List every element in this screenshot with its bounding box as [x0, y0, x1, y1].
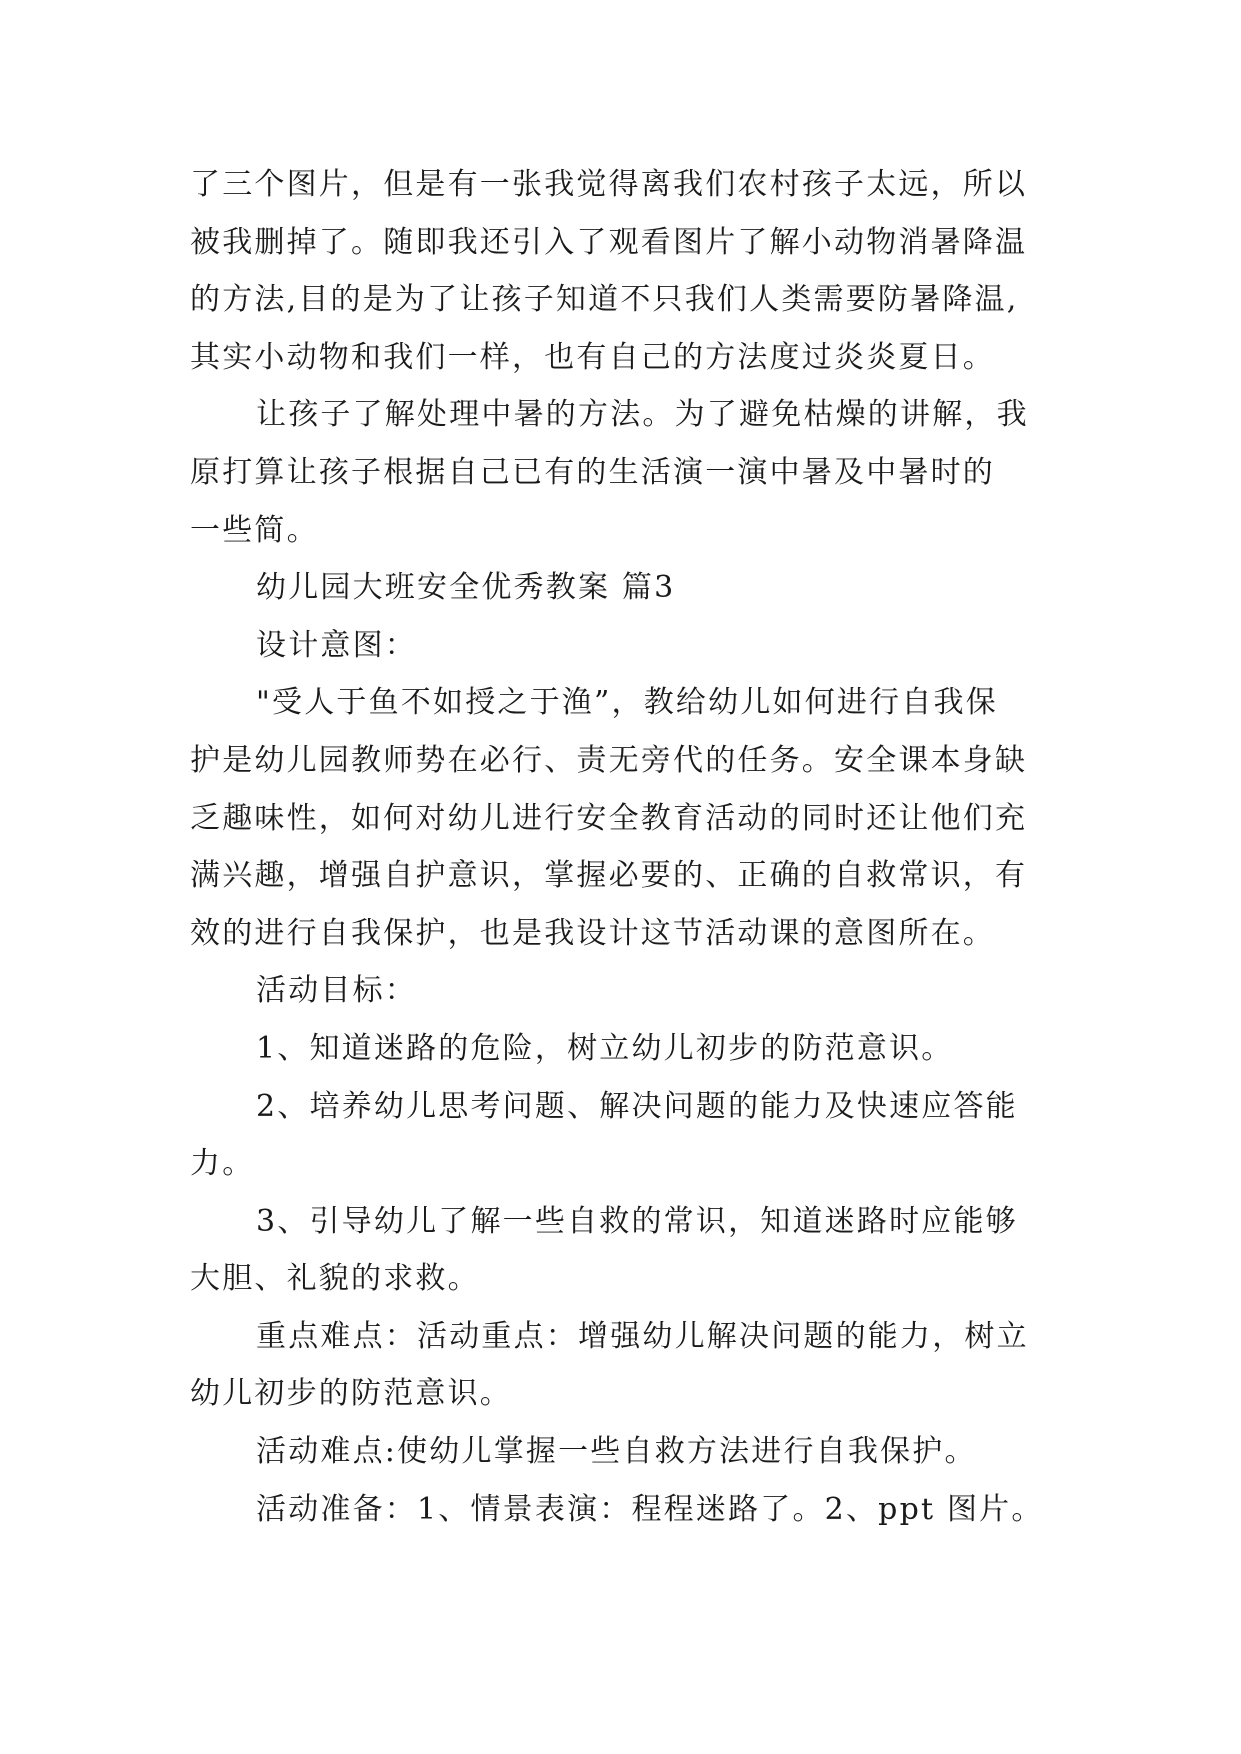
subheading-design-intent: 设计意图：: [256, 627, 417, 663]
document-body: [190, 156, 1090, 1538]
goal-item: 1、知道迷路的危险，树立幼儿初步的防范意识。: [256, 1030, 954, 1066]
text-line: 效的进行自我保护，也是我设计这节活动课的意图所在。: [190, 915, 995, 951]
section-heading: 幼儿园大班安全优秀教案 篇3: [256, 570, 676, 606]
text-line: 让孩子了解处理中暑的方法。为了避免枯燥的讲解，我: [256, 397, 1029, 433]
goal-item: 3、引导幼儿了解一些自救的常识，知道迷路时应能够: [256, 1203, 1018, 1239]
text-line: 的方法,目的是为了让孩子知道不只我们人类需要防暑降温,: [190, 282, 1019, 318]
text-line: 力。: [190, 1146, 255, 1182]
text-line: 大胆、礼貌的求救。: [190, 1261, 480, 1297]
difficult-points: 活动难点:使幼儿掌握一些自救方法进行自我保护。: [256, 1434, 977, 1470]
text-line: 乏趣味性，如何对幼儿进行安全教育活动的同时还让他们充: [190, 800, 1028, 836]
text-line: "受人于鱼不如授之于渔”，教给幼儿如何进行自我保: [256, 685, 998, 721]
text-line: 护是幼儿园教师势在必行、责无旁代的任务。安全课本身缺: [190, 742, 1028, 778]
subheading-activity-goals: 活动目标：: [256, 973, 417, 1009]
text-line: 幼儿初步的防范意识。: [190, 1376, 512, 1412]
text-line: 原打算让孩子根据自己已有的生活演一演中暑及中暑时的: [190, 454, 995, 490]
goal-item: 2、培养幼儿思考问题、解决问题的能力及快速应答能: [256, 1088, 1018, 1124]
activity-preparation: 活动准备：1、情景表演：程程迷路了。2、ppt 图片。: [256, 1491, 1044, 1527]
text-line: 其实小动物和我们一样，也有自己的方法度过炎炎夏日。: [190, 339, 995, 375]
text-line: 了三个图片，但是有一张我觉得离我们农村孩子太远，所以: [190, 167, 1028, 202]
key-points: 重点难点：活动重点：增强幼儿解决问题的能力，树立: [256, 1318, 1029, 1354]
text-line: 满兴趣，增强自护意识，掌握必要的、正确的自救常识，有: [190, 858, 1028, 894]
text-line: 一些简。: [190, 512, 319, 548]
text-line: 被我删掉了。随即我还引入了观看图片了解小动物消暑降温: [190, 224, 1028, 260]
